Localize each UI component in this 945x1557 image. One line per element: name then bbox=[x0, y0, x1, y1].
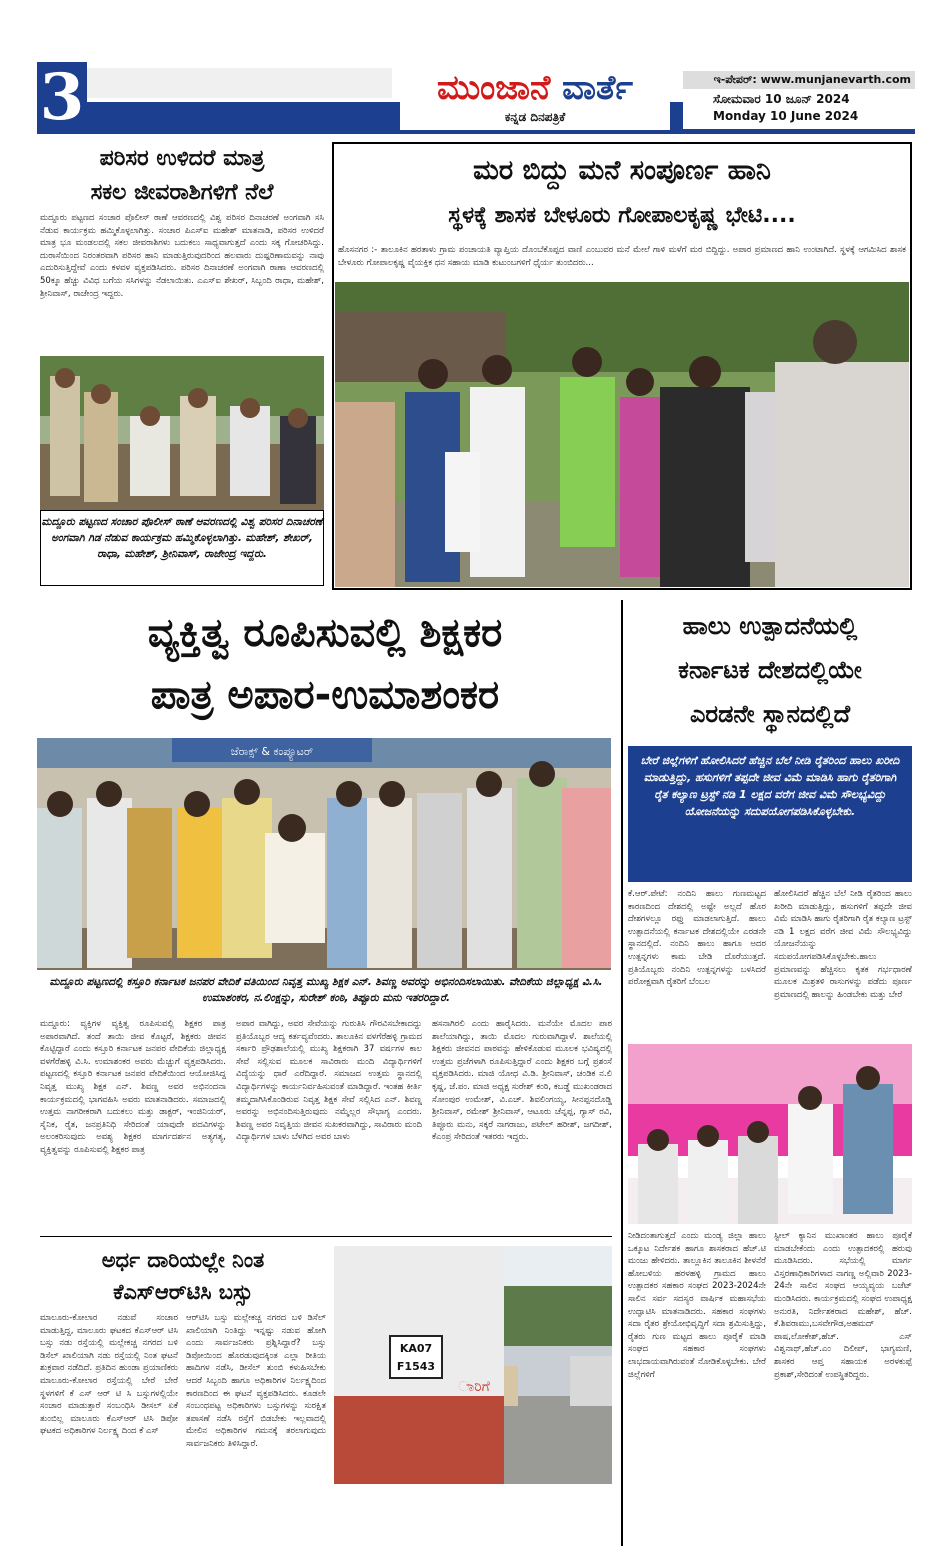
masthead-title-part1: ಮುಂಜಾನೆ bbox=[437, 68, 551, 108]
masthead-subtitle: ಕನ್ನಡ ದಿನಪತ್ರಿಕೆ bbox=[504, 110, 566, 124]
story4-photo bbox=[628, 1044, 912, 1224]
story2-headline-line2: ಸ್ಥಳಕ್ಕೆ ಶಾಸಕ ಬೇಳೂರು ಗೋಪಾಲಕೃಷ್ಣ ಭೇಟಿ.... bbox=[448, 203, 796, 228]
story1-caption: ಮದ್ದೂರು ಪಟ್ಟಣದ ಸಂಚಾರ ಪೊಲೀಸ್ ಠಾಣೆ ಆವರಣದಲ್ಲಿ ವಿಶ್ವ ಪರಿಸರ ದಿನಾಚರಣೆ ಅಂಗವಾಗಿ ಗಿಡ ನೆಡುವ ಕಾರ್ಯಕ್ರಮ ಹಮ್ಮಿಕೊಳ್ಳಲಾಗಿತ್ತು. ಮಹೇಶ್, ಶೇಖರ್, ರಾಧಾ, ಮಹೇಶ್, ಶ್ರೀನಿವಾಸ್, ರಾಜೇಂದ್ರ ಇದ್ದರು. bbox=[41, 516, 323, 560]
story5-col1: ಮಾಲೂರು-ಕೋಲಾರ ನಡುವೆ ಸಂಚಾರ ಮಾಡುತ್ತಿದ್ದ, ಮಾಲೂರು ಘಟಕದ ಕೆಎಸ್ಆರ್ ಟಿಸಿ ಬಸ್ಸು ನಡು ರಸ್ತೆಯಲ್ಲಿ ಮಲ್ಲೇಕಚ್ಚ ನಗರದ ಬಳಿ ಡಿಸೆಲ್ ಖಾಲಿಯಾಗಿ ನಡು ರಸ್ತೆಯಲ್ಲಿ ನಿಂತ ಘಟನೆ ಶುಕ್ರವಾರ ನಡೆದಿದೆ. ಪ್ರತಿದಿನ ಹುಂಡಾ ಪ್ರಯಾಣಿಕರು ಮಾಲೂರು-ಕೋಲಾರ ರಸ್ತೆಯಲ್ಲಿ ಬೇರೆ ಬೇರೆ ಸ್ಥಳಗಳಿಗೆ ಕೆ ಎಸ್ ಆರ್ ಟಿ ಸಿ ಬಸ್ಸುಗಳಲ್ಲಿಯೇ ಸಂಚಾರ ಮಾಡುತ್ತಾರೆ ಸಂಬಂಧಿಸಿ ಡೀಸಲ್ ಏಕೆ ತುಂಬಿಲ್ಲ ಮಾಲೂರು ಕೆಎಸ್ಆರ್ ಟಿಸಿ ಡಿಪೋ ಘಟಕದ ಅಧಿಕಾರಿಗಳ ನಿರ್ಲಕ್ಷ್ಯ ದಿಂದ ಕೆ ಎಸ್ bbox=[40, 1313, 178, 1437]
masthead-title-part2: ವಾರ್ತೆ bbox=[562, 68, 633, 108]
story3-headline bbox=[40, 602, 610, 726]
mla-visit-photo bbox=[335, 282, 909, 587]
bus-plate-line1: KA07 bbox=[399, 1342, 433, 1355]
story2-photo bbox=[335, 282, 909, 587]
story5-top-rule bbox=[40, 1236, 612, 1237]
shop-sign-text: ಜೆರಾಕ್ಸ್ & ಕಂಪ್ಯೂಟರ್ bbox=[230, 745, 314, 758]
story1-caption-frame bbox=[40, 510, 324, 586]
story3-caption: ಮದ್ದೂರು ಪಟ್ಟಣದಲ್ಲಿ ಕಸ್ತೂರಿ ಕರ್ನಾಟಕ ಜನಪರ ವೇದಿಕೆ ವತಿಯಿಂದ ನಿವೃತ್ತ ಮುಖ್ಯ ಶಿಕ್ಷಕ ಎನ್. ಶಿವಣ್ಣ ಅವರನ್ನು ಅಭಿನಂದಿಸಲಾಯಿತು. ವೇದಿಕೆಯ ಜಿಲ್ಲಾಧ್ಯಕ್ಷ ವಿ.ಸಿ. ಉಮಾಶಂಕರ, ನ.ಲಿಂಕ್ಷನ್ನು, ಸುರೇಶ್ ಕಂಠಿ, ತಿಪ್ಪೂರು ಮನು ಇತರರಿದ್ದಾರೆ. bbox=[49, 976, 603, 1004]
story5-headline-line1: ಅರ್ಧ ದಾರಿಯಲ್ಲೇ ನಿಂತ bbox=[101, 1248, 265, 1272]
header-grey-band bbox=[87, 68, 392, 98]
masthead bbox=[400, 68, 670, 130]
story1-body: ಮದ್ದೂರು ಪಟ್ಟಣದ ಸಂಚಾರ ಪೊಲೀಸ್ ಠಾಣೆ ಆವರಣದಲ್ಲಿ ವಿಶ್ವ ಪರಿಸರ ದಿನಾಚರಣೆ ಅಂಗವಾಗಿ ಸಸಿ ನೆಡುವ ಕಾರ್ಯಕ್ರಮ ಹಮ್ಮಿಕೊಳ್ಳಲಾಗಿತ್ತು. ಸಂಚಾರ ಪಿಎಸ್ಐ ಮಹೇಶ್ ಮಾತನಾಡಿ, ಪರಿಸರ ಉಳಿದರೆ ಮಾತ್ರ ಭೂ ಮಂಡಲದಲ್ಲಿ ಸಕಲ ಜೀವರಾಶಿಗಳು ಬದುಕಲು ಸಾಧ್ಯವಾಗುತ್ತದೆ ಎಂದು ಸಕ್ಕ ಗೋಚರಿಸಿದ್ದು. ದುರಾಸೆಯಿಂದ ನಿರಂತರವಾಗಿ ಪರಿಸರ ಹಾನಿ ಮಾಡುತ್ತಿರುವುದರಿಂದ ಹಲವಾರು ದುಷ್ಪರಿಣಾಮವನ್ನು ನಾವು ಎದುರಿಸುತ್ತಿದ್ದೇವೆ ಎಂದು ಕಳವಳ ವ್ಯಕ್ತಪಡಿಸಿದರು. ಪರಿಸರ ದಿನಾಚರಣೆ ಅಂಗವಾಗಿ ಠಾಣಾ ಆವರಣದಲ್ಲಿ 50ಕ್ಕೂ ಹೆಚ್ಚು ವಿವಿಧ ಬಗೆಯ ಸಸಿಗಳನ್ನು ನೆಡಲಾಯಿತು. ಎಎಸ್ಐ ಶೇಖರ್, ಸಿಬ್ಬಂದಿ ರಾಧಾ, ಮಹೇಶ್, ಶ್ರೀನಿವಾಸ್, ರಾಜೇಂದ್ರ ಇದ್ದರು. bbox=[40, 213, 324, 299]
felicitation-photo bbox=[37, 738, 611, 970]
story4-col1-top: ಕೆ.ಆರ್.ಪೇಟೆ: ನಂದಿನಿ ಹಾಲು ಗುಣಮಟ್ಟದ ಕಾರಣದಿಂದ ದೇಶದಲ್ಲಿ ಅಷ್ಟೇ ಅಲ್ಲದೆ ಹೊರ ದೇಶಗಳಲ್ಲೂ ರಫ್ತು ಮಾಡಲಾಗುತ್ತಿದೆ. ಹಾಲು ಉತ್ಪಾದನೆಯಲ್ಲಿ ಕರ್ನಾಟಕ ದೇಶದಲ್ಲಿಯೇ ಎರಡನೇ ಸ್ಥಾನದಲ್ಲಿದೆ. ನಂದಿನಿ ಹಾಲು ಹಾಗೂ ಅದರ ಉತ್ಪನ್ನಗಳು ಕಾಮ ಬೇಡಿ ದೊರೆಯುತ್ತದೆ. ಪ್ರತಿಯೊಬ್ಬರು ನಂದಿನಿ ಉತ್ಪನ್ನಗಳನ್ನು ಬಳಸಿದರೆ ಪರೋಕ್ಷವಾಗಿ ರೈತರಿಗೆ ಬೆಂಬಲ bbox=[628, 889, 766, 988]
story4-col1-bottom: ನೀಡಿದಂತಾಗುತ್ತದೆ ಎಂದು ಮಂಡ್ಯ ಜಿಲ್ಲಾ ಹಾಲು ಒಕ್ಕೂಟ ನಿರ್ದೇಶಕ ಹಾಗೂ ಶಾಸಕರಾದ ಹೆಚ್.ಟಿ ಮಂಜು ಹೇಳಿದರು. ತಾಲ್ಲೂಕಿನ ತಾಲೂಕಿನ ಶೀಳನೆರೆ ಹೋಬಳಿಯ ಹರಳಹಳ್ಳಿ ಗ್ರಾಮದ ಹಾಲು ಉತ್ಪಾದಕರ ಸಹಕಾರ ಸಂಘದ 2023-2024ನೇ ಸಾಲಿನ ಸರ್ವ ಸದಸ್ಯರ ವಾರ್ಷಿಕ ಮಹಾಸಭೆಯ ಉದ್ಘಾಟಿಸಿ ಮಾತನಾಡಿದರು. ಸಹಕಾರ ಸಂಘಗಳು ಸದಾ ರೈತರ ಶ್ರೇಯೋಭಿವೃದ್ಧಿಗೆ ಸದಾ ಶ್ರಮಿಸುತ್ತಿದ್ದು, ರೈತರು ಗುಣ ಮಟ್ಟದ ಹಾಲು ಪೂರೈಕೆ ಮಾಡಿ ಸಂಘದ ಸಹಕಾರ ಸಂಘಗಳು ಲಾಭದಾಯವಾಗಿರುವಂತೆ ನೋಡಿಕೊಳ್ಳಬೇಕು. ಬೇರೆ ಜಿಲ್ಲೆಗಳಿಗೆ bbox=[628, 1231, 766, 1380]
story3-col3: ಹಸನಾಗಿರಲಿ ಎಂದು ಹಾರೈಸಿದರು. ಮನೆಯೇ ಮೊದಲ ಪಾಠ ಶಾಲೆಯಾಗಿದ್ದು, ತಾಯಿ ಮೊದಲ ಗುರುವಾಗಿದ್ದಾಳೆ. ಶಾಲೆಯಲ್ಲಿ ಶಿಕ್ಷಕರು ಜೀವನದ ಪಾಠವನ್ನು ಹೇಳಿಕೊಡುವ ಮೂಲಕ ಭವಿಷ್ಯದಲ್ಲಿ ಉತ್ತಮ ಪ್ರಜೆಗಳಾಗಿ ರೂಪಿಸುತ್ತಿದ್ದಾರೆ ಎಂದು ಶಿಕ್ಷಕರ ಬಗ್ಗೆ ಪ್ರಶಂಸೆ ವ್ಯಕ್ತಪಡಿಸಿದರು. ಮಾಜಿ ಯೋಧ ವಿ.ಡಿ. ಶ್ರೀನಿವಾಸ್, ಚಂಡಿಕ ನ.ಲಿ ಕೃಷ್ಣ, ಜೆ.ಪಂ. ಮಾಜಿ ಅಧ್ಯಕ್ಷ ಸುರೇಶ್ ಕಂಠಿ, ಕಬಡ್ಡೆ ಮುಖಂಡರಾದ ಸೋಂಪುರ ಉಮೇಶ್, ವಿ.ಎಚ್. ಶಿವಲಿಂಗಯ್ಯ, ಸೀನಪ್ಪನದೊಡ್ಡಿ ಶ್ರೀನಿವಾಸ್, ರಮೇಶ್ ಶ್ರೀನಿವಾಸ್, ಆಟೂರು ಚೆನ್ನಪ್ಪ, ಗ್ಯಾಸ್ ರವಿ, ತಿಪ್ಪೂರು ಮನು, ಸಕ್ಕರೆ ನಾಗರಾಜು, ಪಟೇಲ್ ಹರೀಶ್, ಜಗದೀಶ್, ಕೆಎಂಪ್ರ ಸೇರಿದಂತೆ ಇತರರು ಇದ್ದರು. bbox=[432, 1019, 612, 1143]
story3-headline-line1: ವ್ಯಕ್ತಿತ್ವ ರೂಪಿಸುವಲ್ಲಿ ಶಿಕ್ಷಕರ bbox=[147, 610, 503, 656]
story5-headline-line2: ಕೆಎಸ್‌ಆರ್‌ಟಿಸಿ ಬಸ್ಸು bbox=[113, 1280, 253, 1304]
story5-photo bbox=[334, 1246, 612, 1484]
story5-col2: ಆರ್‌ಟಿಸಿ ಬಸ್ಸು ಮಲ್ಲೇಕಚ್ಚ ನಗರದ ಬಳಿ ಡಿಸೆಲ್ ಖಾಲಿಯಾಗಿ ನಿಂತಿದ್ದು ಇನ್ನಷ್ಟು ನಡುವ ಹೋಗಿ ಎಂದು ಸಾರ್ವಜನಿಕರು ಪ್ರಶ್ನಿಸಿದ್ದಾರೆ? ಬಸ್ಸು ಡಿಪೋಯಿಂದ ಹೊರಡುವುದಕ್ಕಿಂತ ಎಲ್ಲಾ ರೀತಿಯ ಹಾದಿಗಳ ನಡೆಸಿ, ಡೀಸೆಲ್ ತುಂಬಿ ಕಳುಹಿಸಬೇಕು ಆದರೆ ಸಿಬ್ಬಂದಿ ಹಾಗೂ ಅಧಿಕಾರಿಗಳ ನಿರ್ಲಕ್ಷ್ಯದಿಂದ ಕಾರಣದಿಂದ ಈ ಘಟನೆ ವ್ಯಕ್ತಪಡಿಸಿದರು. ಕೂಡಲೇ ಸಂಬಂಧಪಟ್ಟ ಅಧಿಕಾರಿಗಳು ಬಸ್ಸುಗಳನ್ನು ಸುರಕ್ಷಿತ ತಪಾಸಣೆ ನಡೆಸಿ ರಸ್ತೆಗೆ ಬಿಡಬೇಕು ಇಲ್ಲವಾದಲ್ಲಿ ಮೇಲಿನ ಅಧಿಕಾರಿಗಳ ಗಮನಕ್ಕೆ ತರಲಾಗುವುದು ಸಾರ್ವಜನಿಕರು ತಿಳಿಸಿದ್ದಾರೆ. bbox=[186, 1313, 326, 1449]
story3-headline-line2: ಪಾತ್ರ ಅಪಾರ-ಉಮಾಶಂಕರ bbox=[150, 672, 500, 718]
tree-planting-photo bbox=[40, 356, 324, 510]
page-number: 3 bbox=[37, 62, 87, 134]
website-link[interactable]: ಇ-ಪೇಪರ್: www.munjanevarth.com bbox=[683, 71, 915, 89]
story1-photo bbox=[40, 356, 324, 510]
story1-headline-line2: ಸಕಲ ಜೀವರಾಶಿಗಳಿಗೆ ನೆಲೆ bbox=[90, 180, 274, 205]
story2-body: ಹೊಸನಗರ :- ತಾಲೂಕಿನ ಹರತಾಳು ಗ್ರಾಮ ಪಂಚಾಯತಿ ವ್ಯಾಪ್ತಿಯ ದೊಂಬೆಕೊಪ್ಪದ ವಾಣಿ ಎಂಬುವರ ಮನೆ ಮೇಲೆ ಗಾಳಿ ಮಳೆಗೆ ಮರ ಬಿದ್ದಿದ್ದು. ಅಪಾರ ಪ್ರಮಾಣದ ಹಾನಿ ಉಂಟಾಗಿದೆ. ಸ್ಥಳಕ್ಕೆ ಆಗಮಿಸಿದ ಶಾಸಕ ಬೇಳೂರು ಗೋಪಾಲಕೃಷ್ಣ ವೈಯಕ್ತಿಕ ಧನ ಸಹಾಯ ಮಾಡಿ ಕುಟುಂಬಗಳಿಗೆ ಧೈರ್ಯ ತುಂಬಿದರು... bbox=[338, 245, 906, 268]
date-kannada: ಸೋಮವಾರ 10 ಜೂನ್ 2024 bbox=[713, 92, 850, 106]
story4-headline-line2: ಕರ್ನಾಟಕ ದೇಶದಲ್ಲಿಯೇ bbox=[678, 656, 862, 684]
story4-col2-top: ಹೋಲಿಸಿದರೆ ಹೆಚ್ಚಿನ ಬೆಲೆ ನೀಡಿ ರೈತರಿಂದ ಹಾಲು ಖರೀದಿ ಮಾಡುತ್ತಿದ್ದು, ಹಸುಗಳಿಗೆ ತಪ್ಪದೇ ಜೀವ ವಿಮೆ ಮಾಡಿಸಿ ಹಾಗು ರೈತರಿಗಾಗಿ ರೈತ ಕಲ್ಯಾಣ ಟ್ರಸ್ಟ್ ನಡಿ 1 ಲಕ್ಷದ ವರೆಗ ಜೀವ ವಿಮೆ ಸೌಲಭ್ಯವಿದ್ದು ಯೋಜನೆಯನ್ನು ಸದುಪಯೋಗಪಡಿಸಿಕೊಳ್ಳಬೇಕು.ಹಾಲು ಪ್ರಮಾಣವನ್ನು ಹೆಚ್ಚಿಸಲು ಕೃತಕ ಗರ್ಭಧಾರಣೆ ಮೂಲಕ ಮಿಶ್ರತಳಿ ರಾಸುಗಳನ್ನು ಪಡೆದು ಪೂರ್ಣ ಪ್ರಮಾಣದಲ್ಲಿ ಹಾಲನ್ನು ಹಿಂಡಬೇಕು ಮತ್ತು ಬೇರೆ bbox=[774, 889, 912, 1000]
story4-col2-bottom: ಸ್ಟೀಲ್ ಕ್ಯಾನಿನ ಮುಖಾಂತರ ಹಾಲು ಪೂರೈಕೆ ಮಾಡಬೇಕೆಂದು ಎಂದು ಉತ್ಪಾದಕರಲ್ಲಿ ಹರುವು ಮೂಡಿಸಿದರು. ಸಭೆಯಲ್ಲಿ ಮಾರ್ಗ ವಿಸ್ತರಣಾಧಿಕಾರಿಗಳಾದ ನಾಗಣ್ಣ ಅಲ್ಲಿವಾರಿ 2023-24ನೇ ಸಾಲಿನ ಸಂಘದ ಆಯ್ಯವ್ಯಯ ಬಜೆಟ್ ಮಂಡಿಸಿದರು. ಕಾರ್ಯಕ್ರಮದಲ್ಲಿ ಸಂಘದ ಉಪಾಧ್ಯಕ್ಷ ಅನುರತಿ, ನಿರ್ದೇಶಕರಾದ ಮಹೇಶ್, ಹೆಚ್. ಕೆ.ಶಿವರಾಮು,ಬಸವೇಗೌಡ,ಅಹಮದ್ ಪಾಷ,ಲೋಕೇಶ್,ಹೆಚ್. ಎಸ್ ವಿಶ್ವನಾಥ್,ಹೆಚ್.ಎಂ ದಿಲೀಪ್, ಭಾಗ್ಯಮಣಿ, ಶಾಸಕರ ಆಪ್ತ ಸಹಾಯಕ ಅರಳಕುಪ್ಪೆ ಪ್ರಕಾಶ್,ಸೇರಿದಂತೆ ಉಪಸ್ಥಿತರಿದ್ದರು. bbox=[774, 1231, 912, 1380]
dairy-meeting-photo bbox=[628, 1044, 912, 1224]
story3-col2: ಅಪಾರ ವಾಗಿದ್ದು, ಅವರ ಸೇವೆಯನ್ನು ಗುರುತಿಸಿ ಗೌರವಿಸಬೇಕಾದದ್ದು ಪ್ರತಿಯೊಬ್ಬರ ಆದ್ಯ ಕರ್ತವ್ಯವೆಂದರು. ತಾಲೂಕಿನ ವಳಗೆರೆಹಳ್ಳಿ ಗ್ರಾಮದ ಸರ್ಕಾರಿ ಪ್ರೌಢಶಾಲೆಯಲ್ಲಿ ಮುಖ್ಯ ಶಿಕ್ಷಕರಾಗಿ 37 ವರ್ಷಗಳ ಕಾಲ ಸೇವೆ ಸಲ್ಲಿಸುವ ಮೂಲಕ ಸಾವಿರಾರು ಮಂದಿ ವಿದ್ಯಾರ್ಥಿಗಳಿಗೆ ವಿದ್ಯೆಯನ್ನು ಧಾರೆ ಎರೆದಿದ್ದಾರೆ. ಸಮಾಜದ ಉತ್ತಮ ಸ್ಥಾನದಲ್ಲಿ ವಿದ್ಯಾರ್ಥಿಗಳನ್ನು ಕಾರ್ಯನಿರ್ವಹಿಸುವಂತೆ ಮಾಡಿದ್ದಾರೆ. ಇಂತಹ ಕೀರ್ತಿ ತಮ್ಮದಾಗಿಸಿಕೊಂಡಿರುವ ನಿವೃತ್ತ ಶಿಕ್ಷಕ ಸೇವೆ ಸಲ್ಲಿಸಿದ ಎನ್. ಶಿವಣ್ಣ ಅವರನ್ನು ಅಭಿನಂದಿಸುತ್ತಿರುವುದು ನಮ್ಮೆಲ್ಲರ ಸೌಭಾಗ್ಯ ಎಂದರು. ಶಿವಣ್ಣ ಅವರ ನಿವೃತ್ತಿಯ ಜೀವನ ಸುಖಕರವಾಗಿದ್ದು, ಸಾವಿರಾರು ಮಂದಿ ವಿದ್ಯಾರ್ಥಿಗಳ ಬಾಳು ಬೆಳಗಿದ ಅವರ ಬಾಳು bbox=[236, 1019, 422, 1143]
story2-headline-line1: ಮರ ಬಿದ್ದು ಮನೆ ಸಂಪೂರ್ಣ ಹಾನಿ bbox=[473, 155, 771, 186]
story4-headline-line3: ಎರಡನೇ ಸ್ಥಾನದಲ್ಲಿದೆ bbox=[689, 700, 851, 728]
story3-photo bbox=[37, 738, 611, 970]
story1-headline-line1: ಪರಿಸರ ಉಳಿದರೆ ಮಾತ್ರ bbox=[99, 146, 265, 171]
story5-headline bbox=[40, 1244, 326, 1308]
masthead-title bbox=[400, 68, 670, 108]
story2-headline bbox=[338, 148, 906, 238]
story4-headline-line1: ಹಾಲು ಉತ್ಪಾದನೆಯಲ್ಲಿ bbox=[682, 612, 858, 640]
story1-headline bbox=[40, 142, 324, 210]
bus-plate-line2: F1543 bbox=[396, 1360, 436, 1373]
story4-headline bbox=[628, 604, 912, 736]
date-english: Monday 10 June 2024 bbox=[713, 109, 859, 123]
story4-highlight-box: ಬೇರೆ ಜಿಲ್ಲೆಗಳಿಗೆ ಹೋಲಿಸಿದರೆ ಹೆಚ್ಚಿನ ಬೆಲೆ ನೀಡಿ ರೈತರಿಂದ ಹಾಲು ಖರೀದಿ ಮಾಡುತ್ತಿದ್ದು, ಹಸುಗಳಿಗೆ ತಪ್ಪದೇ ಜೀವ ವಿಮೆ ಮಾಡಿಸಿ ಹಾಗು ರೈತರಿಗಾಗಿ ರೈತ ಕಲ್ಯಾಣ ಟ್ರಸ್ಟ್ ನಡಿ 1 ಲಕ್ಷದ ವರೆಗ ಜೀವ ವಿಮೆ ಸೌಲಭ್ಯವಿದ್ದು ಯೋಜನೆಯನ್ನು ಸದುಪಯೋಗಪಡಿಸಿಕೊಳ್ಳಬೇಕು. bbox=[628, 746, 912, 882]
date-block bbox=[683, 71, 915, 129]
column-divider bbox=[621, 600, 623, 1546]
bus-side-text: ಾರಿಗೆ bbox=[458, 1379, 490, 1395]
story3-col1: ಮದ್ದೂರು: ವ್ಯಕ್ತಿಗಳ ವ್ಯಕ್ತಿತ್ವ ರೂಪಿಸುವಲ್ಲಿ ಶಿಕ್ಷಕರ ಪಾತ್ರ ಅಪಾರವಾಗಿದೆ. ತಂದೆ ತಾಯಿ ಜೀವ ಕೊಟ್ಟರೆ, ಶಿಕ್ಷಕರು ಜೀವನ ಕೊಟ್ಟಿದ್ದಾರೆ ಎಂದು ಕಸ್ತೂರಿ ಕರ್ನಾಟಕ ಜನಪರ ವೇದಿಕೆಯ ಜಿಲ್ಲಾಧ್ಯಕ್ಷ ವಳಗೆರೆಹಳ್ಳಿ ವಿ.ಸಿ. ಉಮಾಶಂಕರ ಅವರು ಮೆಚ್ಚುಗೆ ವ್ಯಕ್ತಪಡಿಸಿದರು. ಪಟ್ಟಣದಲ್ಲಿ ಕಸ್ತೂರಿ ಕರ್ನಾಟಕ ಜನಪರ ವೇದಿಕೆಯಿಂದ ಆಯೋಜಿಸಿದ್ದ ನಿವೃತ್ತ ಮುಖ್ಯ ಶಿಕ್ಷಕ ಎನ್. ಶಿವಣ್ಣ ಅವರ ಅಭಿನಂದನಾ ಕಾರ್ಯಕ್ರಮದಲ್ಲಿ ಭಾಗವಹಿಸಿ ಅವರು ಮಾತನಾಡಿದರು. ಸಮಾಜದಲ್ಲಿ ಉತ್ತಮ ನಾಗರೀಕರಾಗಿ ಬದುಕಲು ಮತ್ತು ಡಾಕ್ಟರ್, ಇಂಜಿನಿಯರ್, ಸೈನಿಕ, ರೈತ, ಜನಪ್ರತಿನಿಧಿ ಸೇರಿದಂತೆ ಯಾವುದೇ ಪದವಿಗಳನ್ನು ಅಲಂಕರಿಸುವುದು ಅವಶ್ಯ ಶಿಕ್ಷಕರ ಮಾರ್ಗದರ್ಶನ ಅತ್ಯಗತ್ಯ, ವ್ಯಕ್ತಿತ್ವವನ್ನು ರೂಪಿಸುವಲ್ಲಿ ಶಿಕ್ಷಕರ ಪಾತ್ರ bbox=[40, 1019, 226, 1155]
stalled-bus-photo bbox=[334, 1246, 612, 1484]
